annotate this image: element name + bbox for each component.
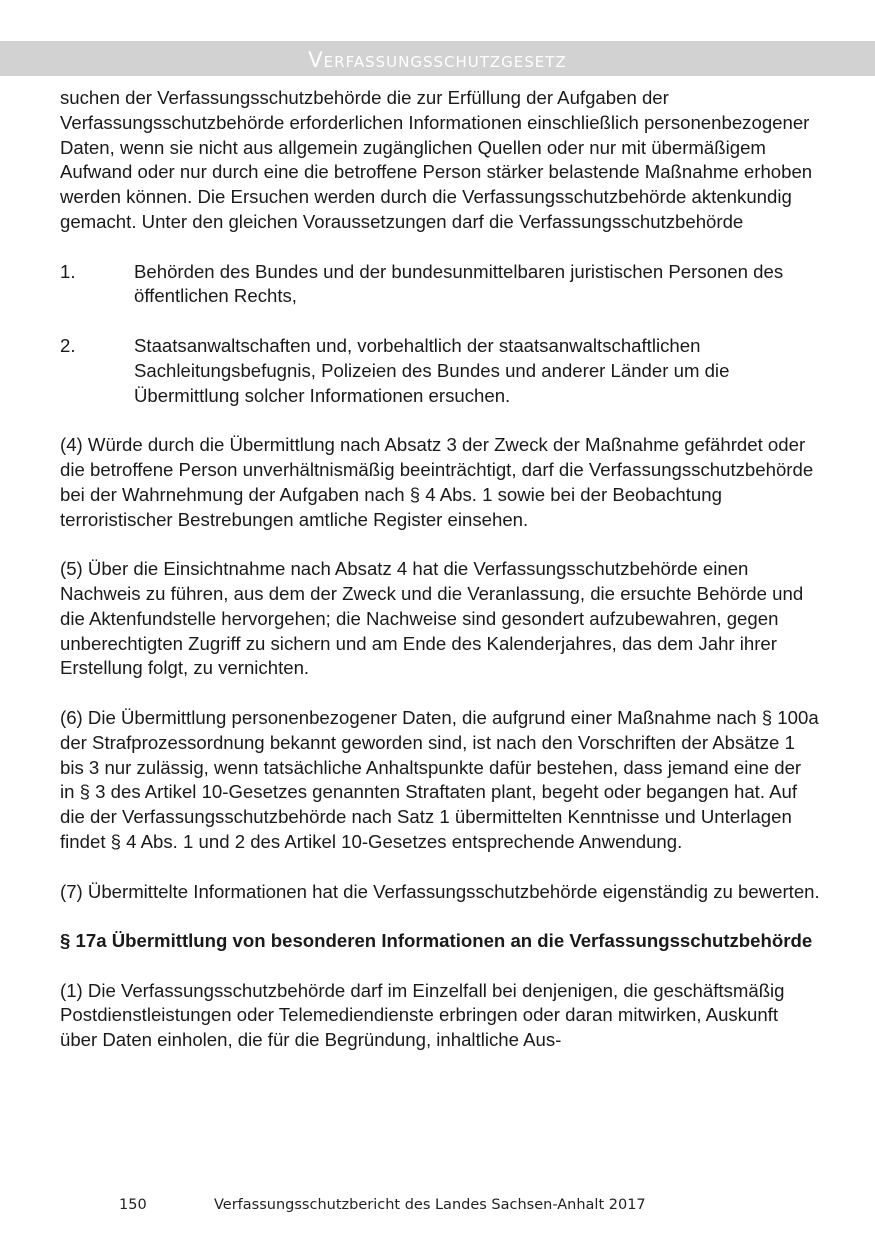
list-item bbox=[60, 260, 820, 310]
list-text: Behörden des Bundes und der bundesunmittelbaren juristischen Personen des öffentlichen Rechts, bbox=[134, 260, 784, 307]
publication-title: Verfassungsschutzbericht des Landes Sachsen-Anhalt 2017 bbox=[214, 1197, 646, 1213]
running-header bbox=[0, 41, 875, 76]
paragraph-6: (6) Die Übermittlung personenbezogener Daten, die aufgrund einer Maßnahme nach § 100a der Strafprozessordnung bekannt geworden sind, ist nach den Vorschriften der Absätze 1 bis 3 nur zulässig, wenn tatsächliche Anhaltspunkte dafür bestehen, dass jemand eine der in § 3 des Artikel 10-Gesetzes genannten Straftaten plant, begeht oder begangen hat. Auf die der Verfassungsschutzbehörde nach Satz 1 übermittelten Kenntnisse und Unterlagen findet § 4 Abs. 1 und 2 des Artikel 10-Gesetzes entsprechende Anwendung. bbox=[60, 706, 819, 852]
header-title: Verfassungsschutzgesetz bbox=[308, 48, 567, 72]
list-item bbox=[60, 334, 820, 408]
list-number: 1. bbox=[60, 260, 76, 282]
intro-paragraph: suchen der Verfassungsschutzbehörde die zur Erfüllung der Aufgaben der Verfassungsschutzbehörde erforderlichen Informationen einschließlich personenbezogener Daten, wenn sie nicht aus allgemein zugänglichen Quellen oder nur mit übermäßigem Aufwand oder nur durch eine die betroffene Person stärker belastende Maßnahme erhoben werden können. Die Ersuchen werden durch die Verfassungsschutzbehörde aktenkundig gemacht. Unter den gleichen Voraussetzungen darf die Verfassungsschutzbehörde bbox=[60, 87, 813, 232]
paragraph-5: (5) Über die Einsichtnahme nach Absatz 4 hat die Verfassungsschutzbehörde einen Nachweis zu führen, aus dem der Zweck und die Veranlassung, die ersuchte Behörde und die Aktenfundstelle hervorgehen; die Nachweise sind gesondert aufzubewahren, gegen unberechtigten Zugriff zu sichern und am Ende des Kalenderjahres, das dem Jahr ihrer Erstellung folgt, zu vernichten. bbox=[60, 558, 804, 679]
section-heading: § 17a Übermittlung von besonderen Informationen an die Verfassungsschutzbehörde bbox=[60, 930, 813, 952]
list-number: 2. bbox=[60, 334, 76, 356]
page-footer bbox=[0, 1197, 875, 1217]
list-text: Staatsanwaltschaften und, vorbehaltlich der staatsanwaltschaftlichen Sachleitungsbefugnis, Polizeien des Bundes und anderer Länder um die Übermittlung solcher Informationen ersuchen. bbox=[134, 334, 730, 406]
page-number: 150 bbox=[119, 1197, 147, 1213]
paragraph-4: (4) Würde durch die Übermittlung nach Absatz 3 der Zweck der Maßnahme gefährdet oder die betroffene Person unverhältnismäßig beeinträchtigt, darf die Verfassungsschutzbehörde bei der Wahrnehmung der Aufgaben nach § 4 Abs. 1 sowie bei der Beobachtung terroristischer Bestrebungen amtliche Register einsehen. bbox=[60, 434, 814, 530]
page-content bbox=[60, 86, 820, 1053]
paragraph-7: (7) Übermittelte Informationen hat die Verfassungsschutzbehörde eigenständig zu bewerten. bbox=[60, 880, 820, 902]
section-paragraph-1: (1) Die Verfassungsschutzbehörde darf im Einzelfall bei denjenigen, die geschäftsmäßig Postdienstleistungen oder Telemediendienste erbringen oder daran mitwirken, Auskunft über Daten einholen, die für die Begründung, inhaltliche Aus- bbox=[60, 979, 785, 1051]
